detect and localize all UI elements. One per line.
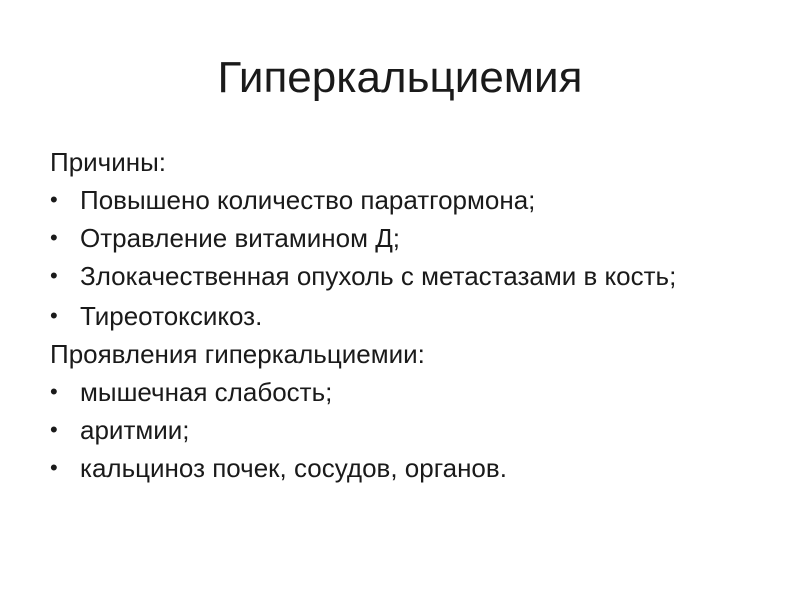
list-item-text: Отравление витамином Д; [80,223,401,253]
list-item [50,451,730,485]
bullet-icon: • [50,455,58,480]
bullet-icon: • [50,263,58,288]
list-item [50,221,730,255]
list-item [50,183,730,217]
list-item-text: Злокачественная опухоль с метастазами в кость; [80,261,677,291]
list-item-text: Повышено количество паратгормона; [80,185,536,215]
bullet-icon: • [50,187,58,212]
slide-content [50,145,730,489]
causes-label: Причины: [50,147,167,177]
slide-title: Гиперкальциемия [217,53,583,102]
bullet-icon: • [50,379,58,404]
list-item-text: кальциноз почек, сосудов, органов. [80,453,507,483]
causes-list [50,183,730,333]
list-item-text: Тиреотоксикоз. [80,301,263,331]
list-item [50,413,730,447]
list-item [50,259,730,293]
list-item [50,299,730,333]
list-item [50,375,730,409]
bullet-icon: • [50,225,58,250]
manifestations-list [50,375,730,485]
bullet-icon: • [50,417,58,442]
list-item-text: аритмии; [80,415,190,445]
manifestations-label: Проявления гиперкальциемии: [50,339,425,369]
bullet-icon: • [50,303,58,328]
list-item-text: мышечная слабость; [80,377,333,407]
